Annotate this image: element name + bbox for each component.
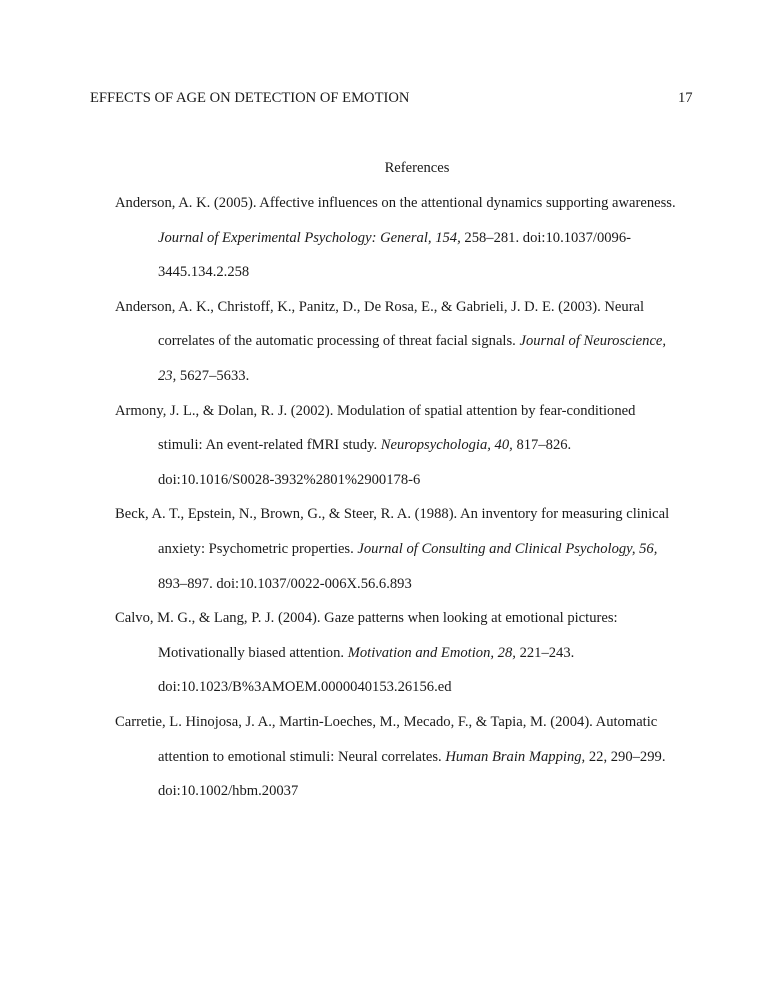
reference-text: 221–243. [515,644,575,661]
reference-continuation-line [158,782,298,800]
reference-continuation-line [158,678,452,696]
reference-text: anxiety: Psychometric properties. [158,541,358,557]
reference-text: 22, 290–299. [585,748,666,765]
reference-text: Anderson, A. K., Christoff, K., Panitz, D., De Rosa, E., & Gabrieli, J. D. E. (2003). Neural [115,298,645,315]
reference-italic-text: Journal of Neuroscience, [519,333,667,350]
reference-first-line [115,402,635,420]
reference-continuation-line [158,263,249,281]
reference-text: doi:10.1016/S0028-3932%2801%2900178-6 [158,471,421,488]
reference-continuation-line [158,644,574,662]
reference-text: Armony, J. L., & Dolan, R. J. (2002). Modulation of spatial attention by fear-conditioned [115,402,636,419]
section-title: References [384,160,450,176]
reference-text: correlates of the automatic processing of threat facial signals. [158,333,520,350]
reference-continuation-line [158,332,666,350]
reference-continuation-line [158,575,412,593]
reference-text: doi:10.1023/B%3AMOEM.0000040153.26156.ed [158,679,452,696]
reference-italic-text: Neuropsychologia, 40, [380,437,513,454]
reference-text: 893–897. doi:10.1037/0022-006X.56.6.893 [158,575,412,592]
reference-text: doi:10.1002/hbm.20037 [158,783,299,800]
reference-continuation-line [158,540,657,558]
reference-text: Carretie, L. Hinojosa, J. A., Martin-Loeches, M., Mecado, F., & Tapia, M. (2004). Automatic [115,714,658,730]
reference-italic-text: Motivation and Emotion, 28, [347,644,516,661]
reference-text: attention to emotional stimuli: Neural correlates. [158,748,446,765]
reference-text: 3445.134.2.258 [158,264,250,281]
page-number: 17 [678,90,693,106]
reference-text: Calvo, M. G., & Lang, P. J. (2004). Gaze patterns when looking at emotional pictures: [115,610,618,627]
reference-italic-text: Journal of Consulting and Clinical Psychology, 56, [357,541,658,557]
reference-continuation-line [158,436,571,454]
reference-text: Beck, A. T., Epstein, N., Brown, G., & Steer, R. A. (1988). An inventory for measuring clinical [115,506,670,523]
reference-text: 5627–5633. [176,368,250,384]
reference-text: 817–826. [512,437,572,454]
reference-text: stimuli: An event-related fMRI study. [158,437,381,454]
reference-continuation-line [158,229,631,247]
reference-italic-text: Human Brain Mapping, [445,748,586,765]
reference-text: Motivationally biased attention. [158,644,348,661]
reference-continuation-line [158,748,665,766]
reference-italic-text: Journal of Experimental Psychology: General, 154, [158,229,461,246]
reference-text: 258–281. doi:10.1037/0096- [460,229,632,246]
reference-first-line [115,298,644,316]
reference-first-line [115,609,618,627]
reference-italic-text: 23, [158,368,177,384]
reference-first-line [115,194,676,212]
reference-text: Anderson, A. K. (2005). Affective influences on the attentional dynamics supporting awareness. [115,195,676,211]
reference-first-line [115,505,669,523]
reference-first-line [115,713,657,731]
reference-continuation-line [158,471,420,489]
reference-continuation-line [158,367,249,385]
running-head: EFFECTS OF AGE ON DETECTION OF EMOTION [90,90,410,106]
